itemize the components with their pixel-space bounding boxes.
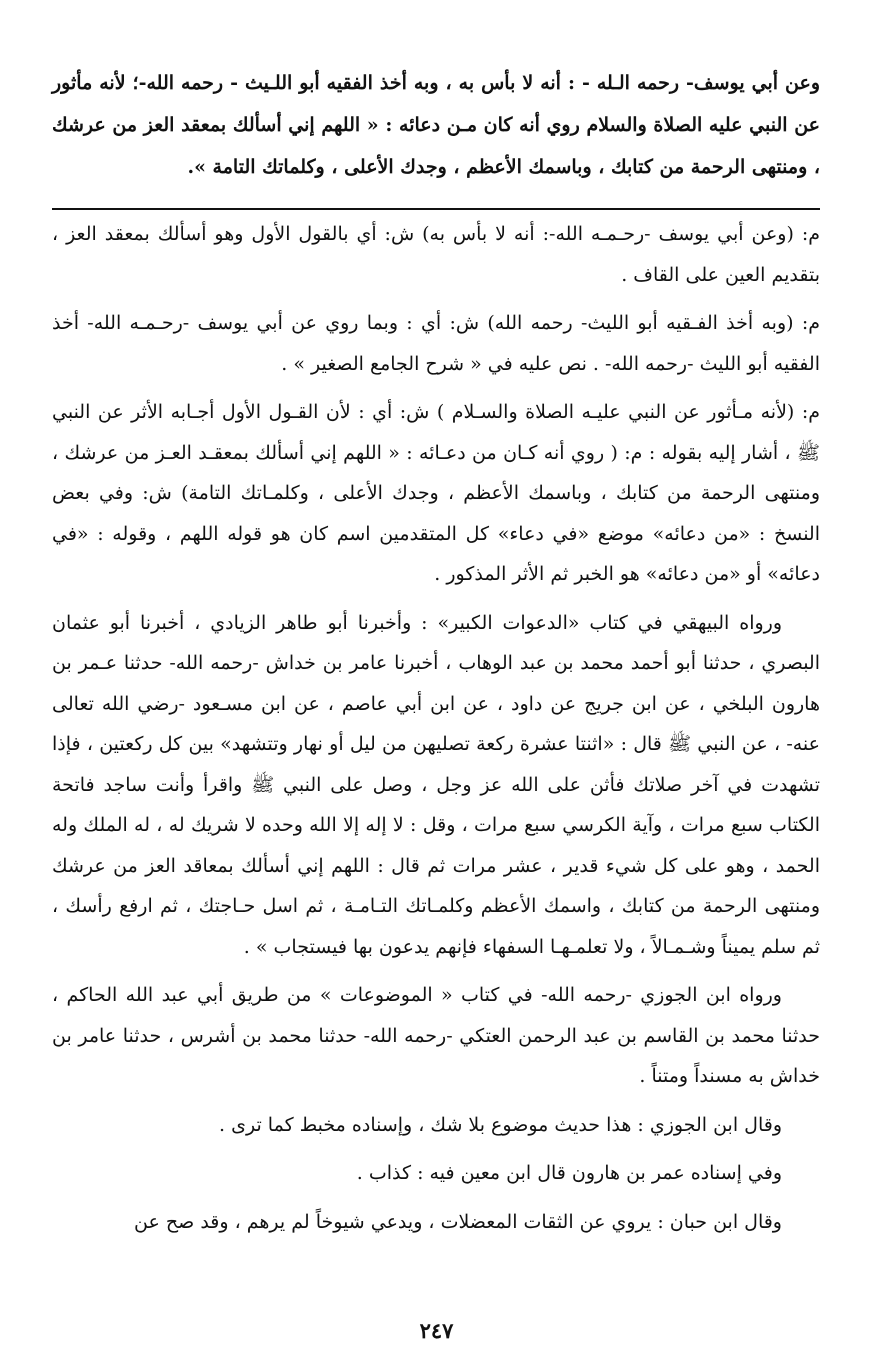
sharh-paragraph: ورواه البيهقي في كتاب «الدعوات الكبير» : وأخبرنا أبو طاهر الزيادي ، أخبرنا أبو عثمان البصري ، حدثنا أبو أحمد محمد بن عبد الوهاب ، أخبرنا عامر بن خداش -رحمه الله- حدثنا عـمر بن هارون البلخي ، عن ابن جريج عن داود ، عن ابن أبي عاصم ، عن ابن مسـعود -رضي الله تعالى عنه- ، عن النبي ﷺ قال : «اثنتا عشرة ركعة تصليهن من ليل أو نهار وتتشهد» بين كل ركعتين ، فإذا تشهدت في آخر صلاتك فأثن على الله عز وجل ، وصل على النبي ﷺ واقرأ وأنت ساجد فاتحة الكتاب سبع مرات ، وآية الكرسي سبع مرات ، وقل : لا إله إلا الله وحده لا شريك له ، له الملك وله الحمد ، وهو على كل شيء قدير ، عشر مرات ثم قال : اللهم إني أسألك بمعاقد العز من عرشك ومنتهى الرحمة من كتابك ، واسمك الأعظم وكلمـاتك التـامـة ، ثم اسل حـاجتك ، ثم ارفع رأسك ، ثم سلم يميناً وشـمـالاً ، ولا تعلمـهـا السفهاء فإنهم يدعون بها فيستجاب » .	[52, 611, 820, 958]
sharh-paragraph: ورواه ابن الجوزي -رحمه الله- في كتاب « الموضوعات » من طريق أبي عبد الله الحاكم ، حدثنا محمد بن القاسم بن عبد الرحمن العتكي -رحمه الله- حدثنا محمد بن أشرس ، حدثنا عامر بن خداش به مسنداً ومتناً .	[52, 984, 820, 1087]
sharh-paragraph: م: (لأنه مـأثور عن النبي عليـه الصلاة والسـلام ) ش: أي : لأن القـول الأول أجـابه الأثر عن النبي ﷺ ، أشار إليه بقوله : م: ( روي أنه كـان من دعـائه : « اللهم إني أسألك بمعقـد العـز من عرشك ، ومنتهى الرحمة من كتابك ، وباسمك الأعظم ، وجدك الأعلى ، وكلمـاتك التامة) ش: وفي بعض النسخ : «من دعائه» موضع «في دعاء» كل المتقدمين اسم كان هو قوله اللهم ، وقوله : «في دعائه» أو «من دعائه» هو الخبر ثم الأثر المذكور .	[52, 401, 820, 585]
page-body	[52, 62, 820, 1250]
sharh-commentary	[52, 214, 820, 1242]
sharh-paragraph: وقال ابن الجوزي : هذا حديث موضوع بلا شك ، وإسناده مخبط كما ترى .	[219, 1113, 782, 1136]
matn-text: وعن أبي يوسف- رحمه الـله - : أنه لا بأس به ، وبه أخذ الفقيه أبو اللـيث - رحمه الله-؛ لأنه مأثور عن النبي عليه الصلاة والسلام روي أنه كان مـن دعائه : « اللهم إني أسألك بمعقد العز من عرشك ، ومنتهى الرحمة من كتابك ، وباسمك الأعظم ، وجدك الأعلى ، وكلماتك التامة ».	[52, 72, 820, 178]
sharh-paragraph: م: (وبه أخذ الفـقيه أبو الليث- رحمه الله) ش: أي : وبما روي عن أبي يوسف -رحـمـه الله- أخذ الفقيه أبو الليث -رحمه الله- . نص عليه في « شرح الجامع الصغير » .	[52, 312, 820, 375]
separator-rule	[52, 208, 820, 210]
sharh-paragraph: وقال ابن حبان : يروي عن الثقات المعضلات ، ويدعي شيوخاً لم يرهم ، وقد صح عن	[134, 1210, 782, 1233]
page-number: ٢٤٧	[419, 1318, 454, 1343]
sharh-paragraph: م: (وعن أبي يوسف -رحـمـه الله-: أنه لا بأس به) ش: أي بالقول الأول وهو أسألك بمعقد العز ، بتقديم العين على القاف .	[52, 223, 820, 286]
sharh-paragraph: وفي إسناده عمر بن هارون قال ابن معين فيه : كذاب .	[356, 1162, 782, 1184]
